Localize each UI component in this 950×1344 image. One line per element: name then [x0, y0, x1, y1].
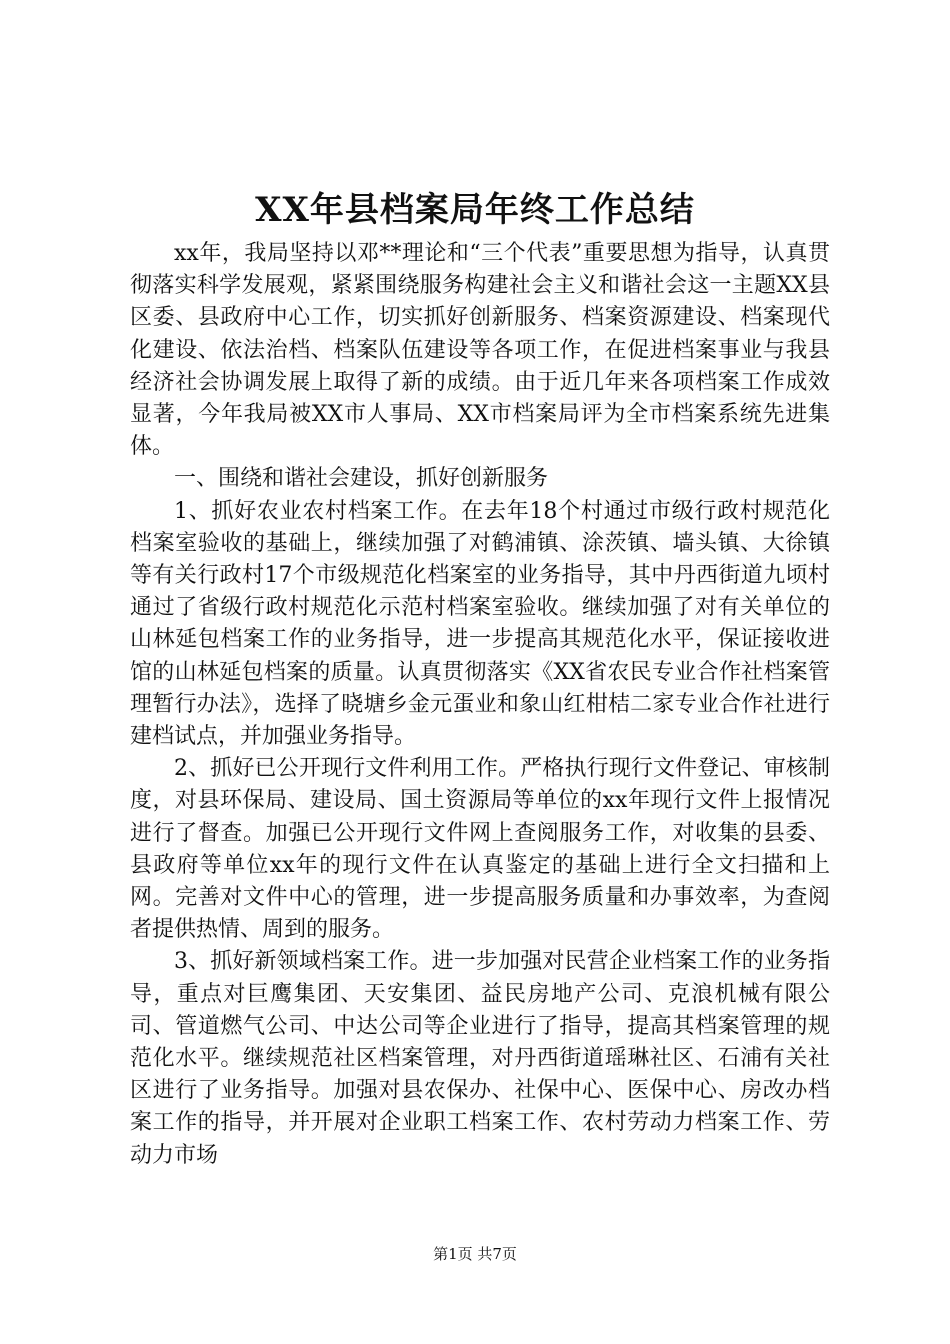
paragraph-item-2: 2、抓好已公开现行文件利用工作。严格执行现行文件登记、审核制度，对县环保局、建设局、国土资源局等单位的xx年现行文件上报情况进行了督查。加强已公开现行文件网上查阅服务工作，对收集的县委、县政府等单位xx年的现行文件在认真鉴定的基础上进行全文扫描和上网。完善对文件中心的管理，进一步提高服务质量和办事效率，为查阅者提供热情、周到的服务。 — [130, 756, 830, 943]
page-number-footer: 第1页 共7页 — [433, 1245, 517, 1263]
document-body — [130, 238, 830, 1172]
paragraph-item-1: 1、抓好农业农村档案工作。在去年18个村通过市级行政村规范化档案室验收的基础上，继续加强了对鹤浦镇、涂茨镇、墙头镇、大徐镇等有关行政村17个市级规范化档案室的业务指导，其中丹西街道九顷村通过了省级行政村规范化示范村档案室验收。继续加强了对有关单位的山林延包档案工作的业务指导，进一步提高其规范化水平，保证接收进馆的山林延包档案的质量。认真贯彻落实《XX省农民专业合作社档案管理暂行办法》，选择了晓塘乡金元蛋业和象山红柑桔二家专业合作社进行建档试点，并加强业务指导。 — [130, 498, 830, 750]
section-heading-1: 一、围绕和谐社会建设，抓好创新服务 — [174, 466, 549, 492]
paragraph-item-3: 3、抓好新领域档案工作。进一步加强对民营企业档案工作的业务指导，重点对巨鹰集团、天安集团、益民房地产公司、克浪机械有限公司、管道燃气公司、中达公司等企业进行了指导，提高其档案管理的规范化水平。继续规范社区档案管理，对丹西街道瑶琳社区、石浦有关社区进行了业务指导。加强对县农保办、社保中心、医保中心、房改办档案工作的指导，并开展对企业职工档案工作、农村劳动力档案工作、劳动力市场 — [130, 949, 830, 1168]
document-title: XX年县档案局年终工作总结 — [255, 190, 695, 230]
paragraph-intro: xx年，我局坚持以邓**理论和“三个代表”重要思想为指导，认真贯彻落实科学发展观，紧紧围绕服务构建社会主义和谐社会这一主题XX县区委、县政府中心工作，切实抓好创新服务、档案资源建设、档案现代化建设、依法治档、档案队伍建设等各项工作，在促进档案事业与我县经济社会协调发展上取得了新的成绩。由于近几年来各项档案工作成效显著，今年我局被XX市人事局、XX市档案局评为全市档案系统先进集体。 — [130, 241, 830, 460]
